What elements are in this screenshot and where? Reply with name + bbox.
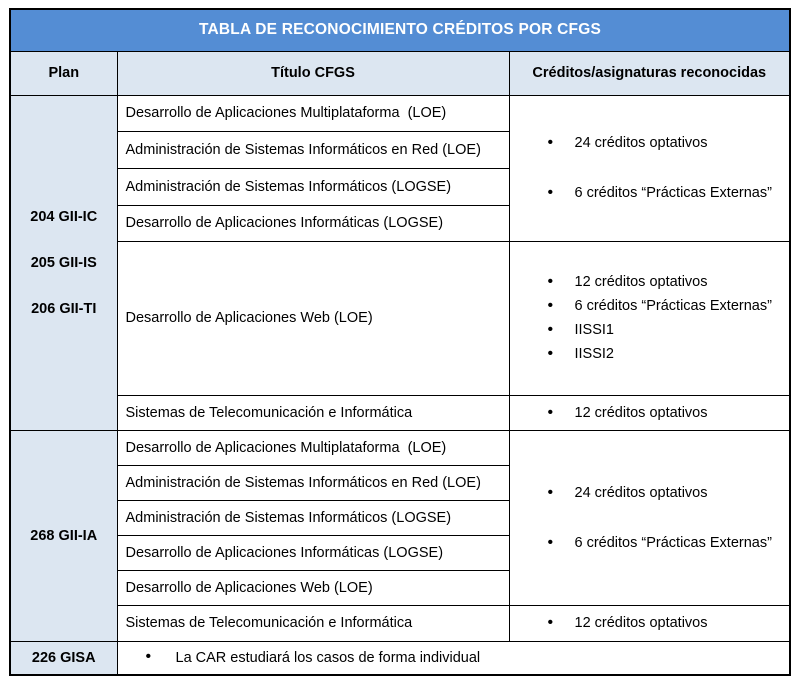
cfgs-title-cell: Desarrollo de Aplicaciones Informáticas (LOGSE) <box>117 535 509 570</box>
credits-list <box>514 401 786 425</box>
cfgs-title-cell-sistemas: Sistemas de Telecomunicación e Informática <box>117 395 509 430</box>
credits-cell-group1-top <box>509 95 790 241</box>
credit-item: • 24 créditos optativos <box>548 131 786 155</box>
cfgs-title-cell-sistemas: Sistemas de Telecomunicación e Informática <box>117 605 509 641</box>
cfgs-title-cell: Desarrollo de Aplicaciones Informáticas (LOGSE) <box>117 205 509 241</box>
column-header-titulo-cfgs: Título CFGS <box>117 51 509 95</box>
plan-label: 204 GII-IC <box>30 208 98 225</box>
credits-cell-group2-sistemas <box>509 605 790 641</box>
plan-label: 205 GII-IS <box>30 254 97 271</box>
plan-label: 226 GISA <box>31 649 96 666</box>
credit-recognition-table <box>9 8 791 676</box>
plan-cell-group1 <box>10 95 117 430</box>
table-title: TABLA DE RECONOCIMIENTO CRÉDITOS POR CFGS <box>10 9 790 51</box>
credits-cell-group1-sistemas <box>509 395 790 430</box>
credits-list <box>514 481 786 555</box>
note-list <box>122 648 786 668</box>
cfgs-title-cell: Administración de Sistemas Informáticos en Red (LOE) <box>117 465 509 500</box>
credits-cell-group1-web <box>509 241 790 395</box>
column-header-creditos: Créditos/asignaturas reconocidas <box>509 51 790 95</box>
cfgs-title-cell: Desarrollo de Aplicaciones Web (LOE) <box>117 570 509 605</box>
credits-list <box>514 611 786 635</box>
plan-cell-group3 <box>10 641 117 675</box>
cfgs-title-cell: Administración de Sistemas Informáticos (LOGSE) <box>117 168 509 205</box>
credits-cell-group2-top <box>509 430 790 605</box>
cfgs-title-cell-web: Desarrollo de Aplicaciones Web (LOE) <box>117 241 509 395</box>
cfgs-title-cell: Administración de Sistemas Informáticos en Red (LOE) <box>117 131 509 168</box>
credit-item: • 6 créditos “Prácticas Externas” <box>548 294 786 318</box>
cfgs-title-cell: Desarrollo de Aplicaciones Multiplataforma (LOE) <box>117 430 509 465</box>
credits-list <box>514 131 786 205</box>
plan-cell-group2 <box>10 430 117 641</box>
credit-item: • IISSI2 <box>548 342 786 366</box>
note-item: • La CAR estudiará los casos de forma individual <box>146 648 786 668</box>
plan-label: 206 GII-TI <box>31 300 97 317</box>
credit-item: • 6 créditos “Prácticas Externas” <box>548 181 786 205</box>
credit-item: • 6 créditos “Prácticas Externas” <box>548 531 786 555</box>
credits-list <box>514 270 786 366</box>
gisa-note-cell <box>117 641 790 675</box>
credit-item: • 12 créditos optativos <box>548 401 786 425</box>
cfgs-title-cell: Desarrollo de Aplicaciones Multiplataforma (LOE) <box>117 95 509 131</box>
credit-item: • 12 créditos optativos <box>548 270 786 294</box>
credit-item: • 24 créditos optativos <box>548 481 786 505</box>
cfgs-title-cell: Administración de Sistemas Informáticos (LOGSE) <box>117 500 509 535</box>
credit-item: • IISSI1 <box>548 318 786 342</box>
column-header-plan: Plan <box>10 51 117 95</box>
plan-label-stack <box>12 209 116 317</box>
plan-label: 268 GII-IA <box>30 527 98 544</box>
credit-item: • 12 créditos optativos <box>548 611 786 635</box>
